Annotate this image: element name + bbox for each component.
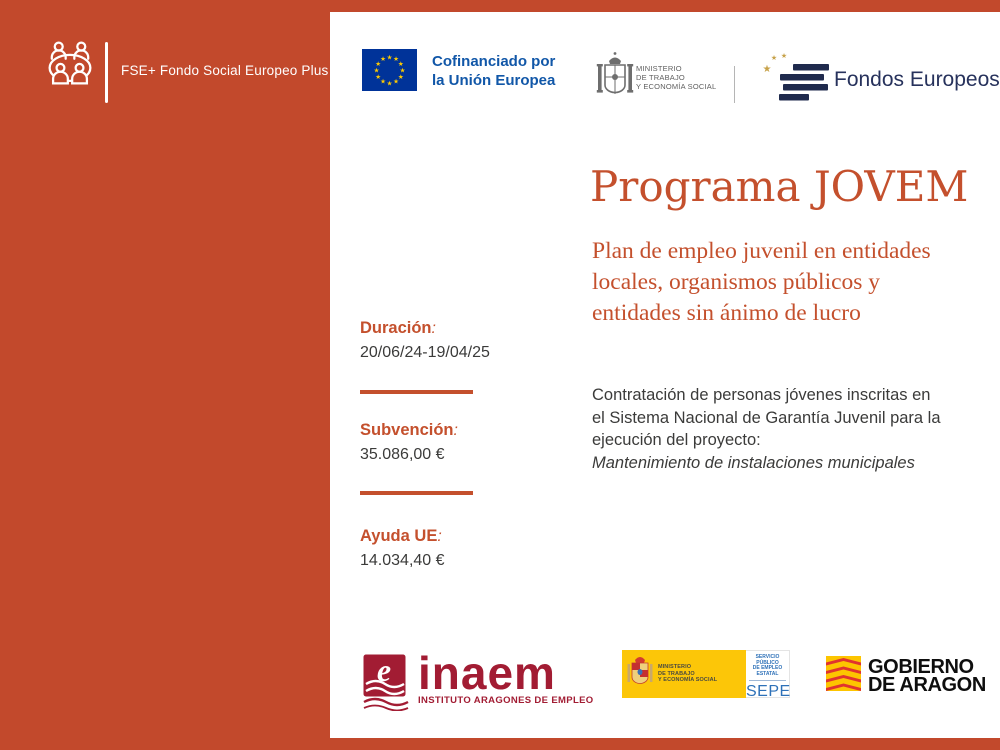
ayuda-ue-item	[360, 527, 445, 570]
ayuda-ue-label: Ayuda UE	[360, 527, 438, 545]
subvencion-label: Subvención	[360, 421, 454, 439]
svg-text:e: e	[376, 654, 392, 688]
svg-text:★: ★	[762, 64, 772, 75]
duration-item	[360, 319, 490, 362]
subtitle-line3: entidades sin ánimo de lucro	[592, 300, 861, 326]
svg-text:★: ★	[380, 56, 386, 63]
aragon-line1: GOBIERNO	[868, 656, 974, 678]
svg-text:★: ★	[386, 80, 393, 88]
description-line2: el Sistema Nacional de Garantía Juvenil para la	[592, 408, 941, 427]
eu-flag-icon	[362, 49, 417, 96]
sepe-service-label	[749, 655, 786, 681]
description-text	[592, 384, 941, 474]
sepe-service-block	[746, 650, 791, 701]
people-table-icon	[44, 40, 96, 92]
aragon-logo	[826, 656, 986, 696]
svg-text:★: ★	[770, 55, 778, 62]
sepe-acronym: SEPE	[746, 683, 791, 701]
info-divider-2	[360, 491, 473, 495]
svg-text:★: ★	[375, 73, 382, 81]
svg-text:★: ★	[375, 60, 382, 68]
sidebar-divider	[105, 42, 108, 103]
inaem-name: inaem	[418, 647, 556, 699]
svg-text:★: ★	[780, 53, 788, 60]
duration-colon: :	[431, 320, 436, 337]
svg-text:★: ★	[397, 73, 404, 81]
spain-coat-of-arms-icon	[596, 51, 634, 108]
aragon-flag-icon	[826, 656, 861, 696]
sepe-ministry-line1: MINISTERIO	[658, 663, 692, 670]
svg-text:★: ★	[399, 67, 406, 75]
eu-cofinanciado-label	[432, 52, 555, 90]
sepe-ministry-block	[622, 650, 746, 698]
inaem-subtitle: INSTITUTO ARAGONES DE EMPLEO	[418, 695, 594, 706]
sepe-service-line2: DE EMPLEO ESTATAL	[752, 665, 783, 677]
subtitle-line1: Plan de empleo juvenil en entidades	[592, 238, 931, 264]
ministerio-line2: DE TRABAJO	[636, 72, 685, 82]
program-title: Programa JOVEM	[590, 162, 969, 211]
sepe-ministry-line2: DE TRABAJO	[658, 670, 695, 677]
subvencion-colon: :	[453, 422, 458, 439]
svg-text:★: ★	[393, 78, 399, 86]
fondos-europeos-icon	[761, 51, 829, 110]
content-panel	[330, 12, 1000, 738]
header-divider	[734, 66, 735, 103]
description-line1: Contratación de personas jóvenes inscritas en	[592, 386, 931, 404]
svg-text:★: ★	[380, 78, 386, 86]
inaem-icon	[363, 654, 409, 716]
ministerio-line3: Y ECONOMÍA SOCIAL	[636, 81, 717, 91]
eu-cofinanciado-line2: la Unión Europea	[432, 72, 556, 89]
program-subtitle	[592, 236, 931, 329]
svg-text:★: ★	[393, 56, 399, 63]
sepe-logo	[622, 650, 791, 701]
sepe-ministry-label	[658, 664, 717, 684]
svg-text:★: ★	[373, 67, 380, 75]
ministerio-line1: MINISTERIO	[636, 64, 682, 73]
ayuda-ue-value: 14.034,40 €	[360, 552, 445, 569]
aragon-name	[868, 658, 986, 694]
sepe-ministry-line3: Y ECONOMÍA SOCIAL	[658, 677, 718, 684]
description-line3: ejecución del proyecto:	[592, 431, 761, 449]
fse-program-label: FSE+ Fondo Social Europeo Plus	[121, 63, 329, 78]
ministerio-label	[636, 65, 716, 91]
eu-cofinanciado-line1: Cofinanciado por	[432, 53, 556, 70]
subtitle-line2: locales, organismos públicos y	[592, 269, 881, 295]
project-name: Mantenimiento de instalaciones municipales	[592, 453, 915, 472]
subvencion-value: 35.086,00 €	[360, 446, 445, 463]
ayuda-ue-colon: :	[437, 528, 442, 545]
sepe-coat-of-arms-icon	[627, 654, 653, 695]
svg-text:★: ★	[386, 54, 393, 62]
aragon-line2: DE ARAGON	[868, 674, 986, 696]
subvencion-item	[360, 421, 458, 464]
fondos-europeos-label: Fondos Europeos	[834, 68, 1000, 91]
inaem-logo	[363, 647, 594, 716]
duration-value: 20/06/24-19/04/25	[360, 344, 490, 361]
duration-label: Duración	[360, 319, 432, 337]
info-divider-1	[360, 390, 473, 394]
sepe-service-line1: SERVICIO PÚBLICO	[755, 654, 780, 666]
svg-text:★: ★	[397, 60, 404, 68]
